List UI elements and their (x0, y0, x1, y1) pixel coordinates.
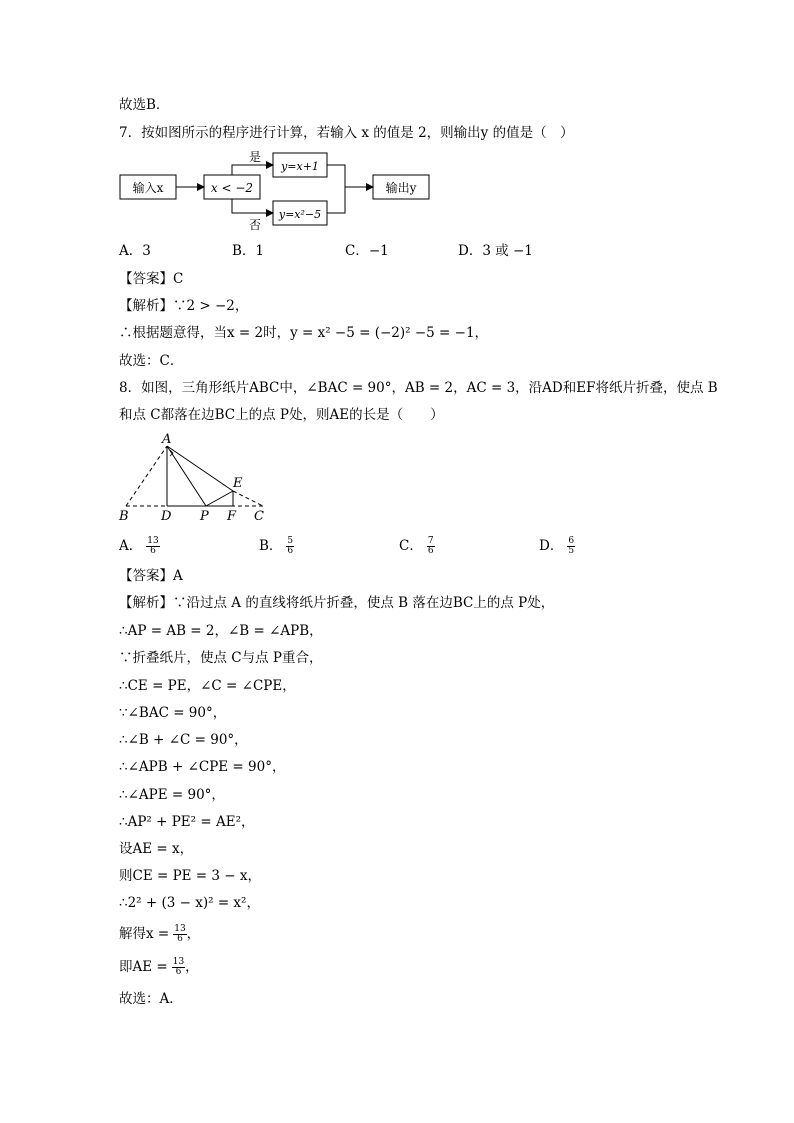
q8-solution-12: ∴2² + (3 − x)² = x²， (119, 895, 260, 911)
q8-solution-11: 则CE = PE = 3 − x， (119, 868, 262, 884)
q8-solution-15: 故选：A． (119, 991, 183, 1007)
q7-solution-2: ∴根据题意得，当x = 2时，y = x² −5 = (−2)² −5 = −1， (119, 325, 489, 341)
q8-solution-7: ∴∠APB + ∠CPE = 90°， (119, 759, 286, 775)
label-A: A (162, 432, 172, 447)
q7-answer: 【答案】C (119, 271, 184, 287)
q8-option-a: A． $\frac{13}{6}$ (119, 536, 159, 556)
q7-option-a: A．3 (119, 243, 151, 259)
q8-option-c: C． $\frac{7}{6}$ (399, 536, 434, 556)
q8-solution-6: ∴∠B + ∠C = 90°， (119, 732, 248, 748)
q8-answer: 【答案】A (119, 568, 183, 584)
q8-solution-10: 设AE = x， (119, 841, 194, 857)
question-7: 7．按如图所示的程序进行计算，若输入 x 的值是 2，则输出y 的值是（ ） (119, 125, 574, 141)
q8-option-b: B． $\frac{5}{6}$ (259, 536, 294, 556)
input-label: 输入x (132, 181, 164, 195)
q8-solution-14: 即AE = $\frac{13}{6}$ ， (119, 957, 199, 977)
question-8-line-2: 和点 C都落在边BC上的点 P处，则AE的长是（ ） (119, 407, 444, 423)
condition-label: x < −2 (210, 181, 254, 195)
yes-formula: y=x+1 (281, 160, 319, 173)
prev-answer-line: 故选B． (119, 97, 170, 113)
label-F: F (227, 509, 237, 523)
q8-solution-1: 【解析】∵沿过点 A 的直线将纸片折叠，使点 B 落在边BC上的点 P处， (119, 595, 555, 611)
question-8-line-1: 8．如图，三角形纸片ABC中，∠BAC = 90°，AB = 2，AC = 3，沿AD和EF将纸片折叠，使点 B (119, 380, 718, 396)
no-formula: y=x²−5 (278, 208, 322, 221)
q8-solution-9: ∴AP² + PE² = AE²， (119, 814, 255, 830)
q8-solution-5: ∵∠BAC = 90°， (119, 705, 227, 721)
q8-solution-3: ∵折叠纸片，使点 C与点 P重合， (119, 650, 323, 666)
q7-solution-3: 故选：C． (119, 353, 184, 369)
label-P: P (200, 509, 209, 523)
q7-solution-1: 【解析】∵2 > −2， (119, 298, 249, 314)
q8-solution-2: ∴AP = AB = 2，∠B = ∠APB， (119, 623, 323, 639)
no-label: 否 (249, 218, 262, 232)
q8-solution-13: 解得x = $\frac{13}{6}$ ， (119, 924, 201, 944)
q7-option-b: B．1 (232, 243, 265, 259)
output-label: 输出y (385, 181, 417, 195)
q8-solution-8: ∴∠APE = 90°， (119, 787, 225, 803)
label-E: E (233, 476, 243, 491)
yes-label: 是 (249, 150, 262, 164)
label-B: B (119, 509, 129, 523)
q7-option-c: C．−1 (345, 243, 389, 259)
q7-option-d: D．3 或 −1 (458, 243, 533, 259)
triangle-diagram (115, 428, 275, 523)
q8-solution-4: ∴CE = PE，∠C = ∠CPE， (119, 678, 296, 694)
flowchart-diagram (115, 145, 435, 233)
label-C: C (254, 509, 264, 523)
q8-option-d: D． $\frac{6}{5}$ (539, 536, 575, 556)
label-D: D (161, 509, 172, 523)
